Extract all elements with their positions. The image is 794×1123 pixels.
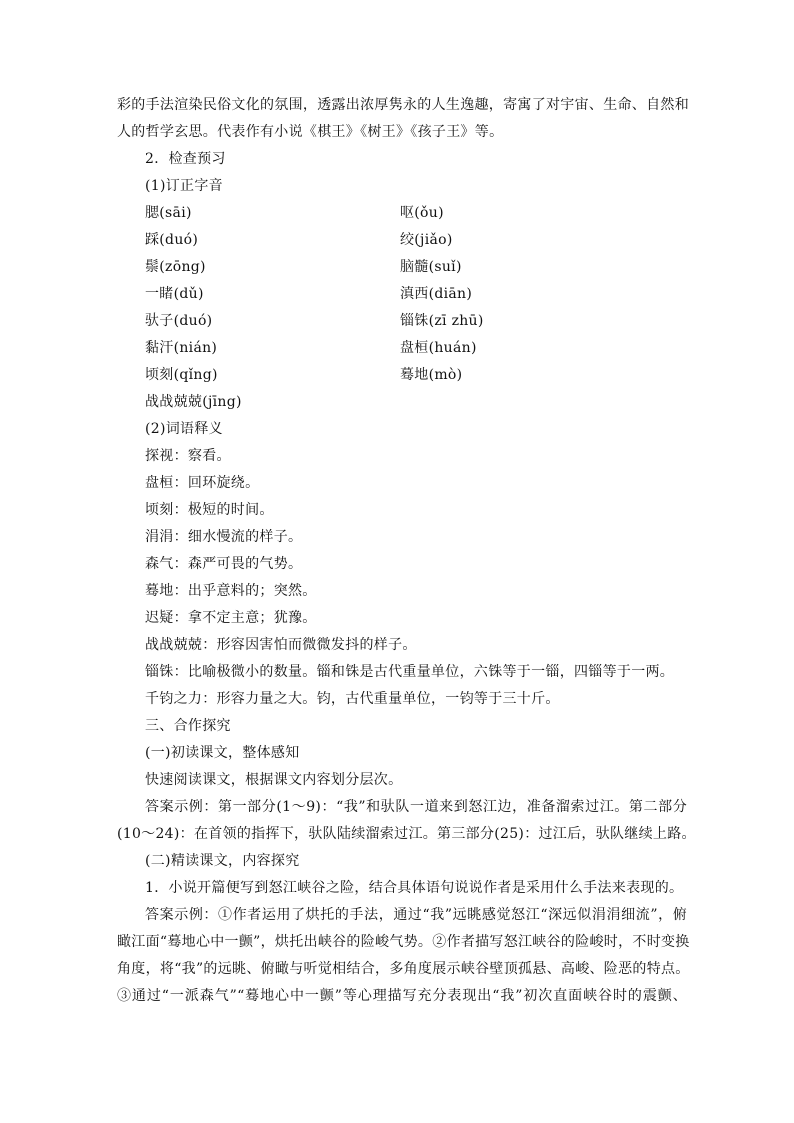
pronunciation-item: 绞(jiǎo) — [400, 232, 453, 248]
pronunciation-item: 锱铢(zī zhū) — [400, 313, 484, 329]
pronunciation-item: 一睹(dǔ) — [145, 286, 204, 302]
vocab-item: 锱铢：比喻极微小的数量。锱和铢是古代重量单位，六铢等于一锱，四锱等于一两。 — [145, 664, 675, 680]
answer-one-line: ③通过“一派森气”“蓦地心中一颤”等心理描写充分表现出“我”初次直面峡谷时的震颤、 — [117, 988, 687, 1004]
pronunciation-item: 蓦地(mò) — [400, 367, 463, 383]
vocab-subheading: (2)词语释义 — [145, 421, 223, 437]
pronunciation-row — [117, 254, 687, 281]
section-three-heading: 三、合作探究 — [145, 718, 231, 734]
pronunciation-subheading: (1)订正字音 — [145, 178, 223, 194]
part-one-answer-line: (10～24)：在首领的指挥下，驮队陆续溜索过江。第三部分(25)：过江后，驮队继续上路。 — [117, 826, 696, 842]
pronunciation-row — [117, 389, 687, 416]
pronunciation-item: 脑髓(suǐ) — [400, 259, 462, 275]
pronunciation-item: 盘桓(huán) — [400, 340, 477, 356]
vocab-item: 顷刻：极短的时间。 — [145, 502, 274, 518]
pronunciation-item: 顷刻(qǐng) — [145, 367, 218, 383]
pronunciation-item: 黏汗(nián) — [145, 340, 218, 356]
pronunciation-item: 战战兢兢(jīng) — [145, 394, 242, 410]
pronunciation-row — [117, 227, 687, 254]
vocab-item: 探视：察看。 — [145, 448, 231, 464]
pronunciation-row — [117, 281, 687, 308]
document-page — [117, 92, 696, 1010]
vocab-item: 森气：森严可畏的气势。 — [145, 556, 303, 572]
pronunciation-row — [117, 362, 687, 389]
question-one: 1．小说开篇便写到怒江峡谷之险，结合具体语句说说作者是采用什么手法来表现的。 — [145, 880, 684, 896]
pronunciation-item: 鬃(zōng) — [145, 259, 206, 275]
answer-one-line: 瞰江面“蓦地心中一颤”，烘托出峡谷的险峻气势。②作者描写怒江峡谷的险峻时，不时变换 — [117, 934, 690, 950]
vocab-item: 千钧之力：形容力量之大。钧，古代重量单位，一钧等于三十斤。 — [145, 691, 560, 707]
section-check-heading: 2．检查预习 — [145, 151, 226, 167]
intro-line-1: 彩的手法渲染民俗文化的氛围，透露出浓厚隽永的人生逸趣，寄寓了对宇宙、生命、自然和 — [117, 97, 689, 113]
pronunciation-item: 呕(ǒu) — [400, 205, 444, 221]
intro-line-2: 人的哲学玄思。代表作有小说《棋王》《树王》《孩子王》等。 — [117, 124, 504, 140]
pronunciation-row — [117, 335, 687, 362]
pronunciation-item: 驮子(duó) — [145, 313, 213, 329]
part-one-heading: (一)初读课文，整体感知 — [145, 745, 300, 761]
pronunciation-item: 腮(sāi) — [145, 205, 192, 221]
vocab-item: 涓涓：细水慢流的样子。 — [145, 529, 303, 545]
vocab-item: 蓦地：出乎意料的；突然。 — [145, 583, 317, 599]
pronunciation-row — [117, 308, 687, 335]
part-one-answer-line: 答案示例：第一部分(1～9)：“我”和驮队一道来到怒江边，准备溜索过江。第二部分 — [145, 799, 687, 815]
pronunciation-item: 滇西(diān) — [400, 286, 473, 302]
pronunciation-item: 踩(duó) — [145, 232, 199, 248]
vocab-item: 迟疑：拿不定主意；犹豫。 — [145, 610, 317, 626]
pronunciation-row — [117, 200, 687, 227]
vocab-item: 战战兢兢：形容因害怕而微微发抖的样子。 — [145, 637, 417, 653]
answer-one-line: 答案示例：①作者运用了烘托的手法，通过“我”远眺感觉怒江“深远似涓涓细流”，俯 — [145, 907, 687, 923]
part-one-task: 快速阅读课文，根据课文内容划分层次。 — [145, 772, 403, 788]
pronunciation-table — [117, 200, 687, 416]
answer-one-line: 角度，将“我”的远眺、俯瞰与听觉相结合，多角度展示峡谷壁顶孤悬、高峻、险恶的特点。 — [117, 961, 690, 977]
part-two-heading: (二)精读课文，内容探究 — [145, 853, 300, 869]
vocab-item: 盘桓：回环旋绕。 — [145, 475, 260, 491]
